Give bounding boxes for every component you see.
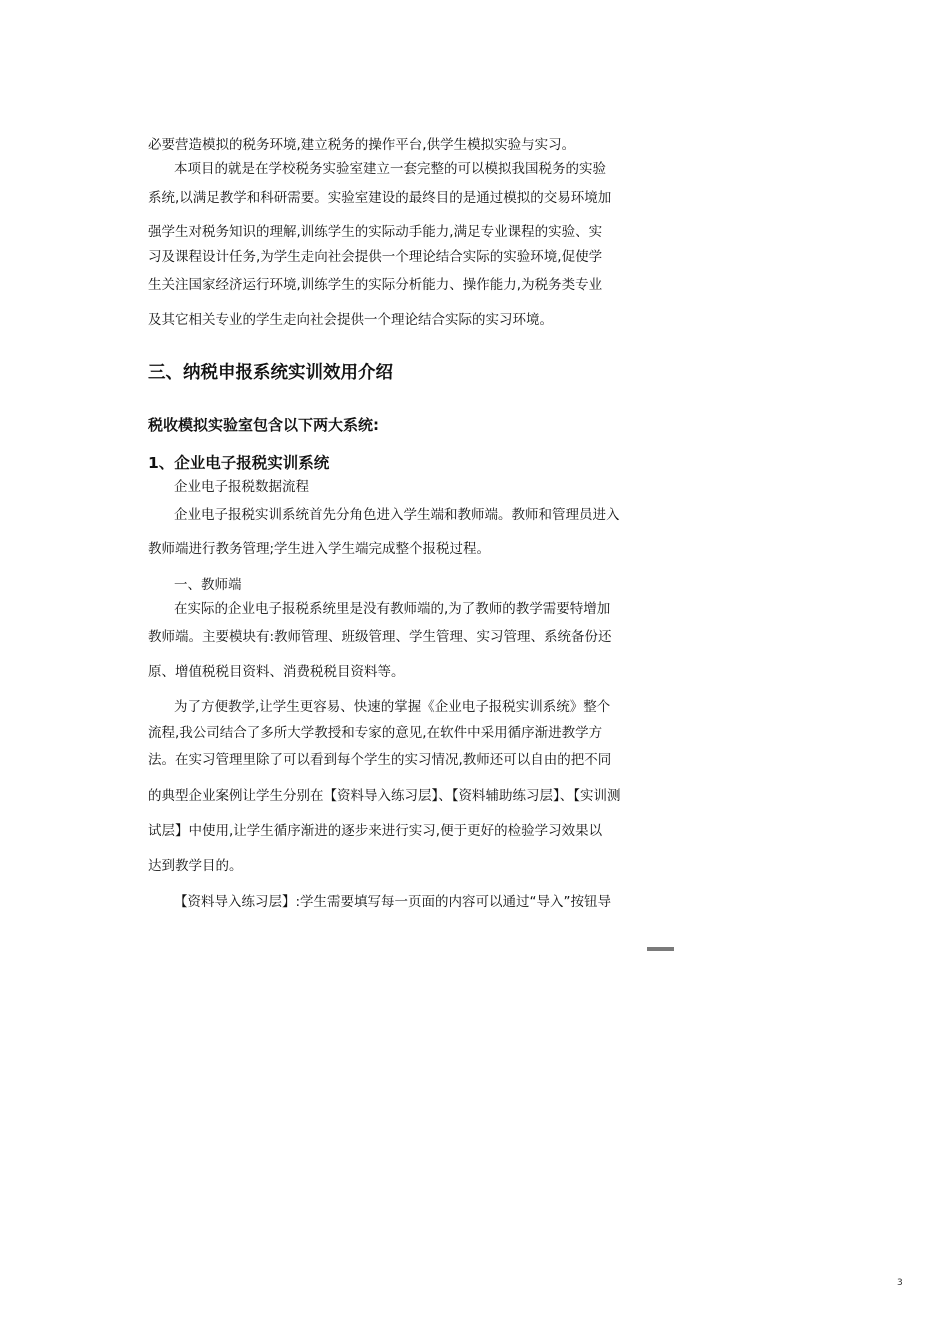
paragraph-line: 的典型企业案例让学生分别在【资料导入练习层】、【资料辅助练习层】、【实训测 — [148, 788, 621, 804]
system-heading: 1、企业电子报税实训系统 — [148, 454, 330, 472]
paragraph-line: 本项目的就是在学校税务实验室建立一套完整的可以模拟我国税务的实验 — [174, 161, 606, 177]
paragraph-line: 流程,我公司结合了多所大学教授和专家的意见,在软件中采用循序渐进教学方 — [148, 725, 603, 741]
paragraph-line: 教师端。主要模块有:教师管理、班级管理、学生管理、实习管理、系统备份还 — [148, 629, 612, 645]
paragraph-line: 为了方便教学,让学生更容易、快速的掌握《企业电子报税实训系统》整个 — [174, 699, 611, 715]
paragraph-line: 达到教学目的。 — [148, 858, 243, 874]
paragraph-line: 一、教师端 — [174, 577, 242, 593]
subheading: 税收模拟实验室包含以下两大系统: — [148, 416, 380, 434]
section-heading: 三、纳税申报系统实训效用介绍 — [148, 363, 393, 383]
paragraph-line: 法。在实习管理里除了可以看到每个学生的实习情况,教师还可以自由的把不同 — [148, 752, 612, 768]
paragraph-line: 在实际的企业电子报税系统里是没有教师端的,为了教师的教学需要特增加 — [174, 601, 611, 617]
paragraph-line: 企业电子报税实训系统首先分角色进入学生端和教师端。教师和管理员进入 — [174, 507, 620, 523]
paragraph-line: 【资料导入练习层】:学生需要填写每一页面的内容可以通过“导入”按钮导 — [174, 894, 612, 910]
paragraph-line: 生关注国家经济运行环境,训练学生的实际分析能力、操作能力,为税务类专业 — [148, 277, 603, 293]
paragraph-line: 试层】中使用,让学生循序渐进的逐步来进行实习,便于更好的检验学习效果以 — [148, 823, 603, 839]
paragraph-line: 强学生对税务知识的理解,训练学生的实际动手能力,满足专业课程的实验、实 — [148, 224, 603, 240]
paragraph-line: 原、增值税税目资料、消费税税目资料等。 — [148, 664, 405, 680]
paragraph-line: 系统,以满足教学和科研需要。实验室建设的最终目的是通过模拟的交易环境加 — [148, 190, 612, 206]
page-number: 3 — [897, 1278, 903, 1288]
paragraph-line: 必要营造模拟的税务环境,建立税务的操作平台,供学生模拟实验与实习。 — [148, 137, 576, 153]
paragraph-line: 企业电子报税数据流程 — [174, 479, 309, 495]
paragraph-line: 习及课程设计任务,为学生走向社会提供一个理论结合实际的实验环境,促使学 — [148, 249, 603, 265]
paragraph-line: 教师端进行教务管理;学生进入学生端完成整个报税过程。 — [148, 541, 491, 557]
paragraph-line: 及其它相关专业的学生走向社会提供一个理论结合实际的实习环境。 — [148, 312, 553, 328]
page-divider-bar — [647, 947, 674, 951]
